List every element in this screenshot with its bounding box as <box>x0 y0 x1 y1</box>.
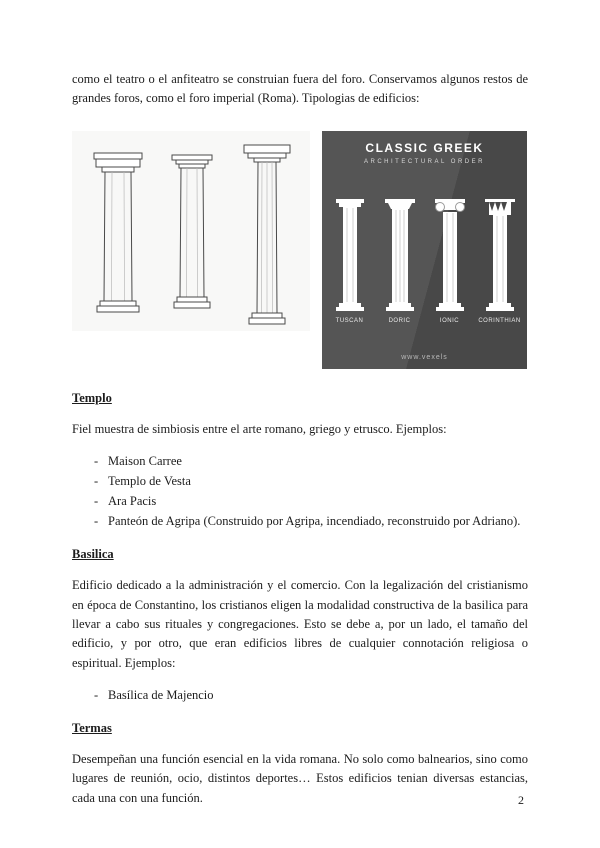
list-item <box>72 491 528 511</box>
figure-subtitle: ARCHITECTURAL ORDER <box>364 158 485 165</box>
watermark-text: www.vexels <box>401 353 448 361</box>
list-marker: - <box>94 514 99 529</box>
page-number: 2 <box>518 793 524 807</box>
list-item <box>72 511 528 531</box>
list-marker: - <box>94 474 99 489</box>
section-heading-templo: Templo <box>72 390 112 405</box>
tuscan-column-icon <box>335 199 365 311</box>
basilica-examples-list <box>72 685 528 705</box>
order-column-doric <box>377 199 423 324</box>
section-body-templo: Fiel muestra de simbiosis entre el arte romano, griego y etrusco. Ejemplos: <box>72 421 447 436</box>
greek-orders-figure <box>322 131 527 369</box>
list-item-text: Templo de Vesta <box>108 474 191 489</box>
list-item-text: Panteón de Agripa (Construido por Agripa, incendiado, reconstruido por Adriano). <box>108 514 521 529</box>
list-item-text: Maison Carree <box>108 454 182 469</box>
column-sketch-figure <box>72 131 310 331</box>
list-item-text: Ara Pacis <box>108 494 157 509</box>
sketched-columns-illustration <box>72 131 310 331</box>
order-label: TUSCAN <box>335 317 364 324</box>
intro-paragraph: como el teatro o el anfiteatro se construian fuera del foro. Conservamos algunos restos de grandes foros, como el foro imperial (Roma). Tipologias de edificios: <box>72 72 528 106</box>
list-marker: - <box>94 494 99 509</box>
templo-examples-list <box>72 451 528 531</box>
list-marker: - <box>94 454 99 469</box>
section-body-basilica: Edificio dedicado a la administración y el comercio. Con la legalización del cristianismo en época de Constantino, los cristianos eligen la modalidad constructiva de la basilica para llevar a cabo sus rituales y congregaciones. Esto se debe a, por un lado, el tamaño del edificio, y por otro, que eran edificios libres de cualquier connotación religiosa o espiritual. Ejemplos: <box>72 578 528 670</box>
doric-column-icon <box>385 199 415 311</box>
orders-row <box>322 199 527 324</box>
figure-title: CLASSIC GREEK <box>365 140 484 155</box>
order-label: DORIC <box>388 317 411 324</box>
ionic-column-icon <box>435 199 465 311</box>
list-item <box>72 451 528 471</box>
list-item <box>72 685 528 705</box>
section-heading-termas: Termas <box>72 721 112 735</box>
order-column-tuscan <box>327 199 373 324</box>
corinthian-column-icon <box>485 199 515 311</box>
order-column-corinthian <box>477 199 523 324</box>
list-marker: - <box>94 688 99 702</box>
list-item <box>72 471 528 491</box>
order-label: CORINTHIAN <box>478 317 521 324</box>
section-body-termas: Desempeñan una función esencial en la vida romana. No solo como balnearios, sino como lugares de reunión, ocio, distintos deportes… Estos edificios tenian diversas estancias, cada una con una función. <box>72 752 528 805</box>
order-column-ionic <box>427 199 473 324</box>
figures-row <box>72 131 528 369</box>
list-item-text: Basílica de Majencio <box>108 688 214 702</box>
order-label: IONIC <box>439 317 460 324</box>
section-heading-basilica: Basilica <box>72 547 114 562</box>
